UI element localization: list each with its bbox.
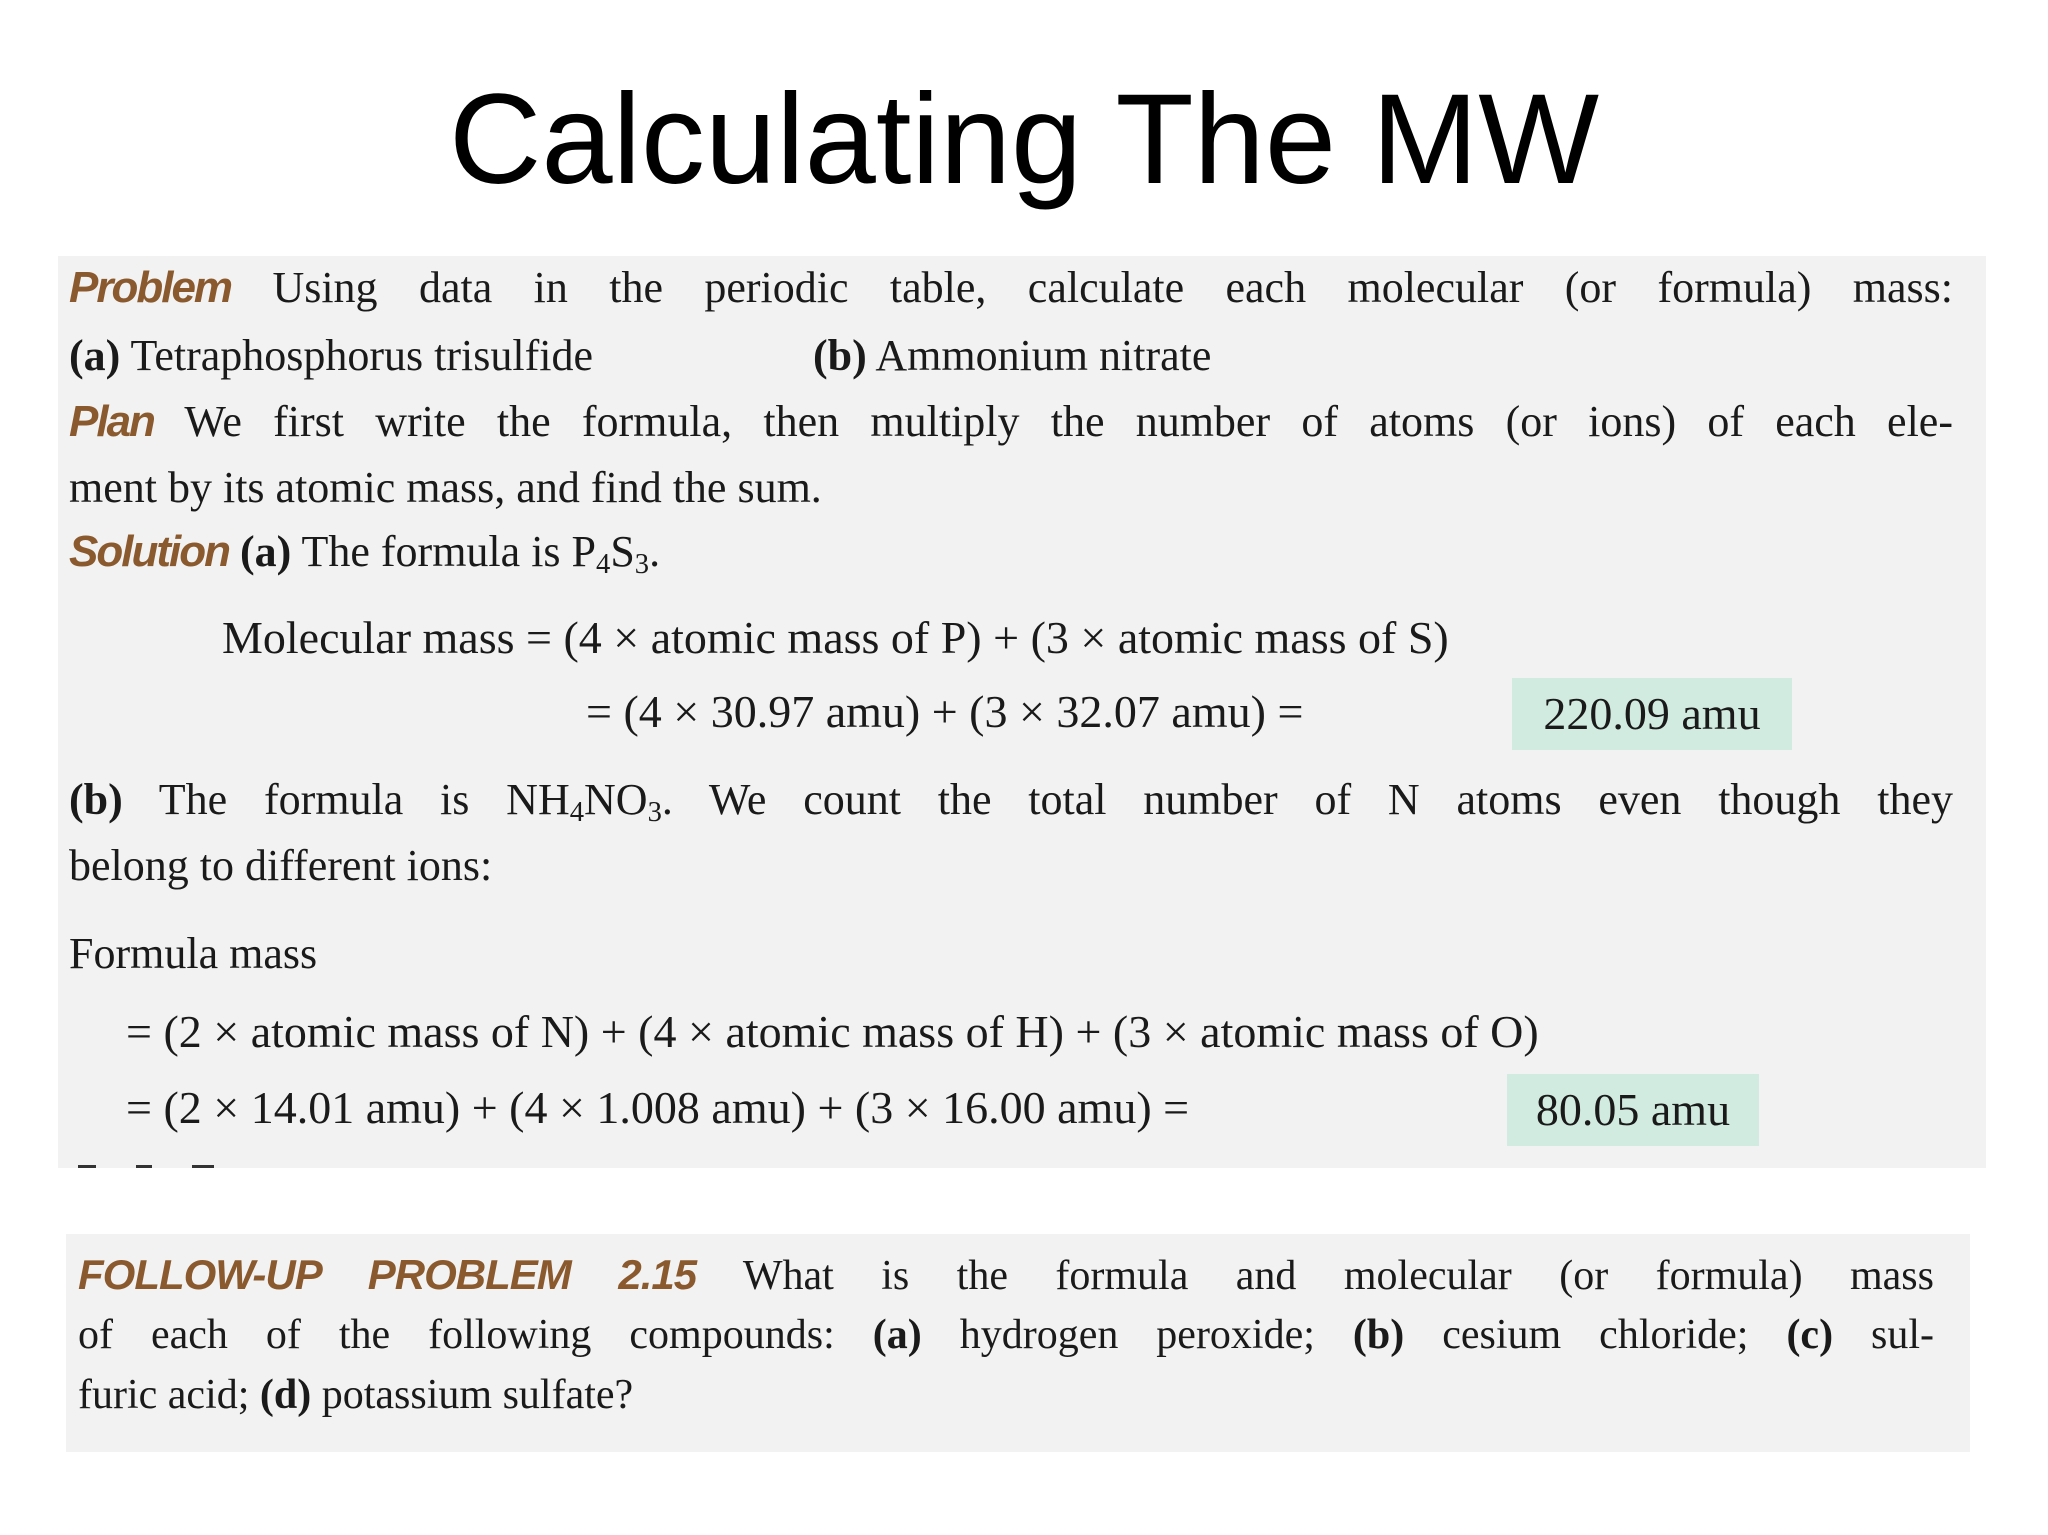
follow-up-line-2: of each of the following compounds: (a) hydrogen peroxide; (b) cesium chloride; (c) sul- — [78, 1312, 1935, 1358]
solution-label: Solution — [69, 527, 229, 576]
plan-line-1 — [69, 394, 1953, 450]
plan-label: Plan — [69, 397, 154, 446]
slide-title: Calculating The MW — [448, 68, 1600, 211]
problem-label: Problem — [69, 263, 232, 312]
plan-text-1: We first write the formula, then multiply the number of atoms (or ions) of each ele- — [184, 397, 1953, 446]
cropped-text-mark — [78, 1165, 96, 1168]
follow-up-text-1: What is the formula and molecular (or formula) mass — [742, 1253, 1935, 1299]
problem-parts — [69, 328, 593, 384]
equation-b-line-1: = (2 × atomic mass of N) + (4 × atomic mass of H) + (3 × atomic mass of O) — [126, 1006, 1539, 1057]
problem-part-b-text: Ammonium nitrate — [875, 331, 1212, 380]
problem-part-b — [813, 328, 1211, 384]
solution-part-b-formula: The formula is $NH_4NO_3$. We count the total number of N atoms even though they — [158, 775, 1953, 829]
problem-text: Using data in the periodic table, calculate each molecular (or formula) mass: — [272, 263, 1954, 312]
problem-part-a-label: (a) — [69, 331, 121, 380]
solution-part-a-label: (a) — [239, 527, 292, 576]
solution-part-a-formula: The formula is $P_4S_3$. — [301, 527, 661, 581]
result-b-highlight: 80.05 amu — [1507, 1074, 1759, 1146]
solution-part-b-line-1 — [69, 772, 1953, 828]
cropped-text-mark — [192, 1165, 214, 1168]
equation-a-line-1: Molecular mass = (4 × atomic mass of P) + (3 × atomic mass of S) — [222, 612, 1449, 663]
equation-a-line-2: = (4 × 30.97 amu) + (3 × 32.07 amu) = — [586, 686, 1304, 737]
problem-part-b-label: (b) — [813, 331, 867, 380]
solution-part-b-line-2: belong to different ions: — [69, 841, 493, 890]
solution-part-a — [69, 524, 660, 580]
follow-up-line-3: furic acid; (d) potassium sulfate? — [78, 1372, 634, 1418]
solution-part-b-label: (b) — [69, 775, 123, 824]
formula-mass-label: Formula mass — [69, 929, 318, 978]
cropped-text-mark — [136, 1165, 152, 1168]
follow-up-label: FOLLOW-UP PROBLEM 2.15 — [78, 1251, 697, 1298]
follow-up-panel — [66, 1234, 1970, 1452]
plan-line-2: ment by its atomic mass, and find the sum. — [69, 463, 822, 512]
problem-statement — [69, 260, 1953, 316]
result-a-highlight: 220.09 amu — [1512, 678, 1792, 750]
equation-b-line-2: = (2 × 14.01 amu) + (4 × 1.008 amu) + (3 × 16.00 amu) = — [126, 1082, 1190, 1133]
worked-example-panel — [58, 256, 1986, 1168]
problem-part-a-text: Tetraphosphorus trisulfide — [130, 331, 594, 380]
follow-up-line-1 — [78, 1246, 1934, 1305]
